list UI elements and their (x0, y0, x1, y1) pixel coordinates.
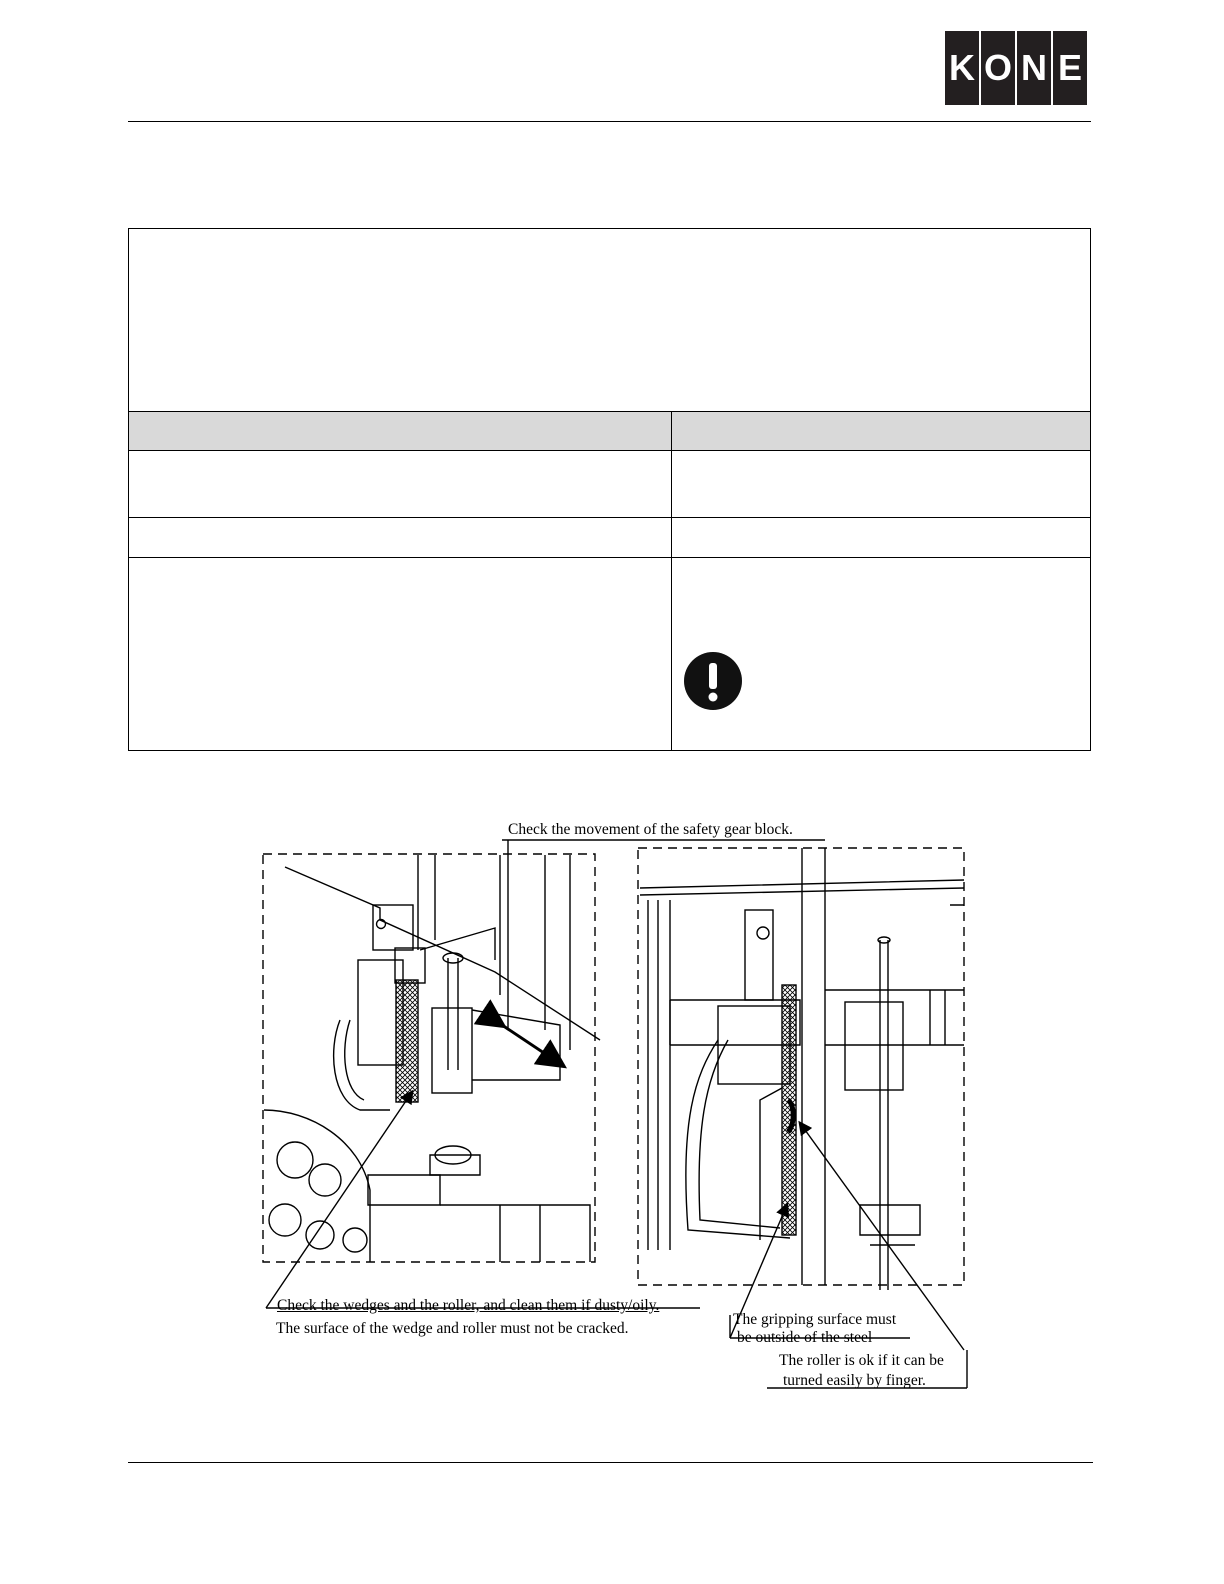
logo-letter: N (1015, 31, 1051, 105)
procedure-table (128, 228, 1091, 751)
caption-surface-not-cracked: The surface of the wedge and roller must not be cracked. (276, 1320, 629, 1337)
caption-roller-ok-1: The roller is ok if it can be (779, 1352, 944, 1369)
caption-gripping-surface-1: The gripping surface must (733, 1311, 897, 1328)
exclamation-warning-icon (684, 652, 742, 710)
table-row (129, 557, 1090, 751)
logo-letter: O (979, 31, 1015, 105)
table-row (129, 517, 1090, 557)
caption-check-wedges: Check the wedges and the roller, and clean them if dusty/oily. (277, 1297, 660, 1314)
table-header-row (129, 411, 1090, 450)
caption-gripping-surface-2: be outside of the steel (737, 1329, 873, 1346)
header-rule (128, 121, 1091, 122)
table-row (129, 450, 1090, 517)
logo-letter: K (949, 47, 975, 88)
footer-rule (128, 1462, 1093, 1463)
kone-logo (945, 31, 1087, 105)
logo-letter: E (1051, 31, 1087, 105)
table-column-divider (671, 411, 672, 750)
caption-roller-ok-2: turned easily by finger. (783, 1372, 926, 1389)
caption-safety-gear-block: Check the movement of the safety gear block. (508, 821, 793, 838)
